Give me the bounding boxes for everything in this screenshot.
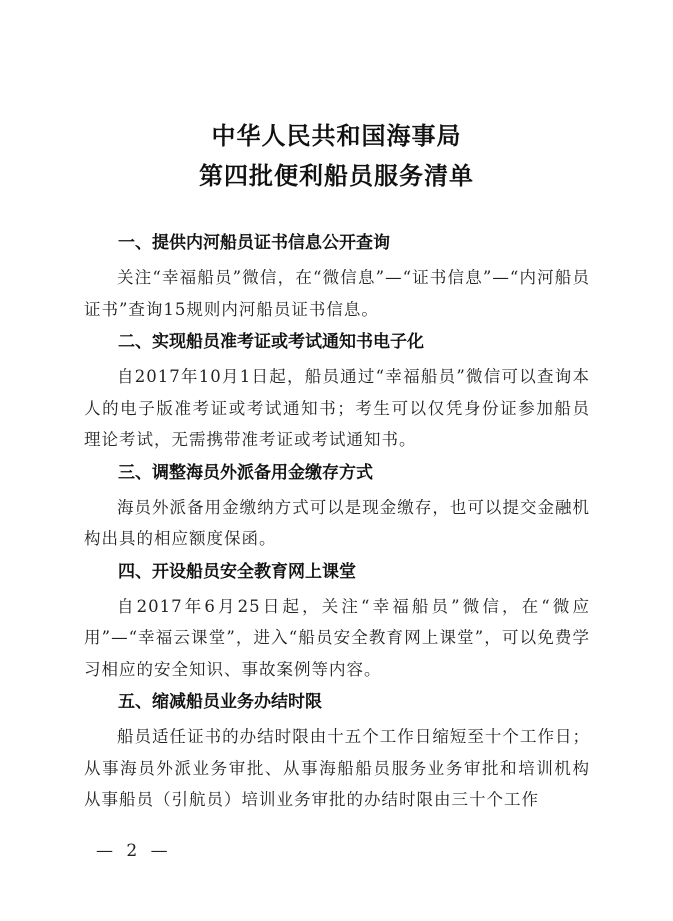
section-heading-2: 二、实现船员准考证或考试通知书电子化 (118, 332, 424, 352)
section-body-2: 自2017年10月1日起，船员通过“幸福船员”微信可以查询本人的电子版准考证或考试通知书；考生可以仅凭身份证参加船员理论考试，无需携带准考证或考试通知书。 (84, 367, 590, 449)
section-heading-5: 五、缩减船员业务办结时限 (118, 692, 322, 712)
section-body-4: 自2017年6月25日起，关注“幸福船员”微信，在“微应用”—“幸福云课堂”，进入“船员安全教育网上课堂”，可以免费学习相应的安全知识、事故案例等内容。 (84, 596, 590, 679)
document-body (84, 228, 590, 818)
section-heading-4: 四、开设船员安全教育网上课堂 (118, 561, 356, 582)
section-body-5: 船员适任证书的办结时限由十五个工作日缩短至十个工作日；从事海员外派业务审批、从事海船船员服务业务审批和培训机构从事船员（引航员）培训业务审批的办结时限由三十个工作 (84, 727, 590, 809)
document-subtitle: 第四批便利船员服务清单 (199, 162, 474, 190)
page-number: — 2 — (96, 841, 172, 861)
section-heading-1: 一、提供内河船员证书信息公开查询 (118, 233, 390, 253)
section-heading-3: 三、调整海员外派备用金缴存方式 (118, 462, 373, 483)
section-body-3: 海员外派备用金缴纳方式可以是现金缴存，也可以提交金融机构出具的相应额度保函。 (84, 497, 590, 548)
document-title: 中华人民共和国海事局 (211, 122, 462, 150)
section-body-1: 关注“幸福船员”微信，在“微信息”—“证书信息”—“内河船员证书”查询15规则内河船员证书信息。 (84, 268, 590, 319)
